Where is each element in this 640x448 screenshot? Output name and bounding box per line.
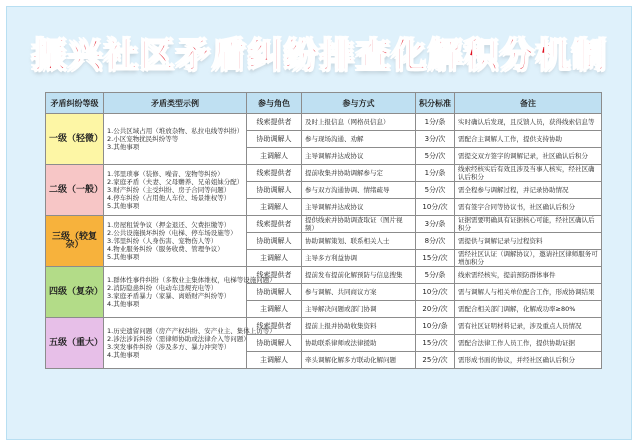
role-cell: 协助调解人	[247, 182, 302, 199]
header-standard: 积分标准	[416, 93, 455, 114]
note-cell: 需配合主调解人工作，提供支持协助	[455, 131, 602, 148]
standard-cell: 5分/次	[416, 148, 455, 165]
method-cell: 提前收集并协助调解参与定	[302, 165, 416, 182]
standard-cell: 3分/次	[416, 131, 455, 148]
role-cell: 线索提供者	[247, 216, 302, 233]
example-line: 2.小区宠物扰民纠纷等等	[107, 135, 179, 143]
standard-cell: 10分/条	[416, 318, 455, 335]
standard-cell: 1分/条	[416, 165, 455, 182]
table-header-row	[46, 93, 602, 114]
standard-cell: 3分/条	[416, 216, 455, 233]
standard-cell: 25分/次	[416, 352, 455, 369]
example-line: 5.其他事项	[107, 202, 140, 210]
note-cell: 需配合法律工作人员工作，提供协助证据	[455, 335, 602, 352]
example-line: 1.公共区域占用（堆放杂物、私拉电线等纠纷）	[107, 127, 244, 135]
table-row	[46, 318, 602, 335]
table-row	[46, 267, 602, 284]
method-cell: 参与现场沟通、劝解	[302, 131, 416, 148]
role-cell: 主调解人	[247, 199, 302, 216]
level-cell: 二级（一般）	[46, 165, 104, 216]
note-cell: 需有社区证明材料记录，涉及重点人员情况	[455, 318, 602, 335]
standard-cell: 1分/条	[416, 114, 455, 131]
method-cell: 主导调解并达成协议	[302, 148, 416, 165]
page-title: 振兴社区矛盾纠纷排查化解积分机制	[32, 36, 608, 76]
example-line: 1.邻里琐事（装修、噪音、宠物等纠纷）	[107, 170, 224, 178]
method-cell: 主导多方利益协调	[302, 250, 416, 267]
standard-cell: 10分/次	[416, 284, 455, 301]
role-cell: 协助调解人	[247, 131, 302, 148]
note-cell: 需提交双方签字的调解记录，社区确认后积分	[455, 148, 602, 165]
table-body	[46, 114, 602, 369]
role-cell: 线索提供者	[247, 114, 302, 131]
example-line: 5.其他事项	[107, 253, 140, 261]
examples-cell	[104, 216, 247, 267]
method-cell: 协助调解策划、联系相关人士	[302, 233, 416, 250]
standard-cell: 8分/次	[416, 233, 455, 250]
header-examples: 矛盾类型示例	[104, 93, 247, 114]
note-cell: 需配合相关部门调解，化解成功率≥80%	[455, 301, 602, 318]
table-row	[46, 165, 602, 182]
role-cell: 线索提供者	[247, 165, 302, 182]
method-cell: 及时上报信息（网格员信息）	[302, 114, 416, 131]
example-line: 4.物业服务纠纷（服务收费、管理争议）	[107, 245, 224, 253]
role-cell: 主调解人	[247, 148, 302, 165]
level-cell: 五级（重大）	[46, 318, 104, 369]
standard-cell: 20分/次	[416, 301, 455, 318]
method-cell: 提供线索并协助调查取证（图片视频）	[302, 216, 416, 233]
example-line: 4.其他事项	[107, 300, 140, 308]
role-cell: 线索提供者	[247, 318, 302, 335]
method-cell: 牵头调解化解多方联动化解问题	[302, 352, 416, 369]
standard-cell: 15分/次	[416, 250, 455, 267]
note-cell: 需经社区认证（调解协议），邀请社区律师服务可增加积分	[455, 250, 602, 267]
table-row	[46, 114, 602, 131]
example-line: 3.突发事件纠纷（涉及多方、暴力冲突等）	[107, 343, 231, 351]
role-cell: 主调解人	[247, 352, 302, 369]
method-cell: 参与调解、共同商议方案	[302, 284, 416, 301]
example-line: 2.家庭矛盾（夫妻、父母赡养、兄弟姐妹分配）	[107, 178, 244, 186]
example-line: 2.消防隐患纠纷（电动车违规充电等）	[107, 284, 218, 292]
note-cell: 需提供与调解记录与过程资料	[455, 233, 602, 250]
standard-cell: 5分/次	[416, 182, 455, 199]
note-cell: 线索经核实后有效且涉及当事人核实，经社区确认后积分	[455, 165, 602, 182]
method-cell: 协助联系律师或法律援助	[302, 335, 416, 352]
table-row	[46, 216, 602, 233]
header-method: 参与方式	[302, 93, 416, 114]
header-role: 参与角色	[247, 93, 302, 114]
standard-cell: 15分/次	[416, 335, 455, 352]
method-cell: 主导调解并达成协议	[302, 199, 416, 216]
note-cell: 需与调解人与相关单位配合工作，形成协调结果	[455, 284, 602, 301]
level-cell: 一级（轻微）	[46, 114, 104, 165]
example-line: 3.其他事项	[107, 143, 140, 151]
note-cell: 证据需要明确具有证据核心可能，经社区确认后积分	[455, 216, 602, 233]
example-line: 3.财产纠纷（主受纠纷、房子合同等问题）	[107, 186, 231, 194]
example-line: 1.房屋租赁争议（押金退还、欠费拒缴等）	[107, 221, 231, 229]
method-cell: 参与双方沟通协调、情绪疏导	[302, 182, 416, 199]
points-table	[45, 92, 602, 369]
example-line: 1.历史遗留问题（房产产权纠纷、安产业主、集体上访等）	[107, 327, 276, 335]
note-cell: 实时确认后发现，且反馈人员，获得线索信息等	[455, 114, 602, 131]
example-line: 3.邻里纠纷（人身伤害、宠物伤人等）	[107, 237, 218, 245]
level-cell: 三级（较复杂）	[46, 216, 104, 267]
method-cell: 主导解决问题或部门协调	[302, 301, 416, 318]
examples-cell	[104, 165, 247, 216]
header-level: 矛盾纠纷等级	[46, 93, 104, 114]
note-cell: 需形成书面的协议，并经社区确认后积分	[455, 352, 602, 369]
role-cell: 协助调解人	[247, 335, 302, 352]
example-line: 2.公共设施损坏纠纷（电梯、停车场设施等）	[107, 229, 237, 237]
role-cell: 主调解人	[247, 301, 302, 318]
role-cell: 协助调解人	[247, 233, 302, 250]
examples-cell	[104, 114, 247, 165]
example-line: 1.群体性事件纠纷（多数业主集体维权，电梯等设施问题）	[107, 276, 276, 284]
role-cell: 线索提供者	[247, 267, 302, 284]
method-cell: 提前上报并协助收集资料	[302, 318, 416, 335]
header-note: 备注	[455, 93, 602, 114]
note-cell: 线索需经核实，提前预防群体事件	[455, 267, 602, 284]
example-line: 4.其他事项	[107, 351, 140, 359]
note-cell: 需全程参与调解过程，并记录协助情况	[455, 182, 602, 199]
role-cell: 主调解人	[247, 250, 302, 267]
standard-cell: 5分/条	[416, 267, 455, 284]
example-line: 2.涉法涉诉纠纷（需律师协助或法律介入等问题）	[107, 335, 250, 343]
example-line: 4.停车纠纷（占用他人车位、场景维权等）	[107, 194, 231, 202]
example-line: 3.家庭矛盾暴力（家暴、离婚财产纠纷等）	[107, 292, 231, 300]
role-cell: 协助调解人	[247, 284, 302, 301]
note-cell: 需有签字合同等协议书，社区确认后积分	[455, 199, 602, 216]
method-cell: 提前发布提前化解预防与信息搜集	[302, 267, 416, 284]
standard-cell: 10分/次	[416, 199, 455, 216]
level-cell: 四级（复杂）	[46, 267, 104, 318]
